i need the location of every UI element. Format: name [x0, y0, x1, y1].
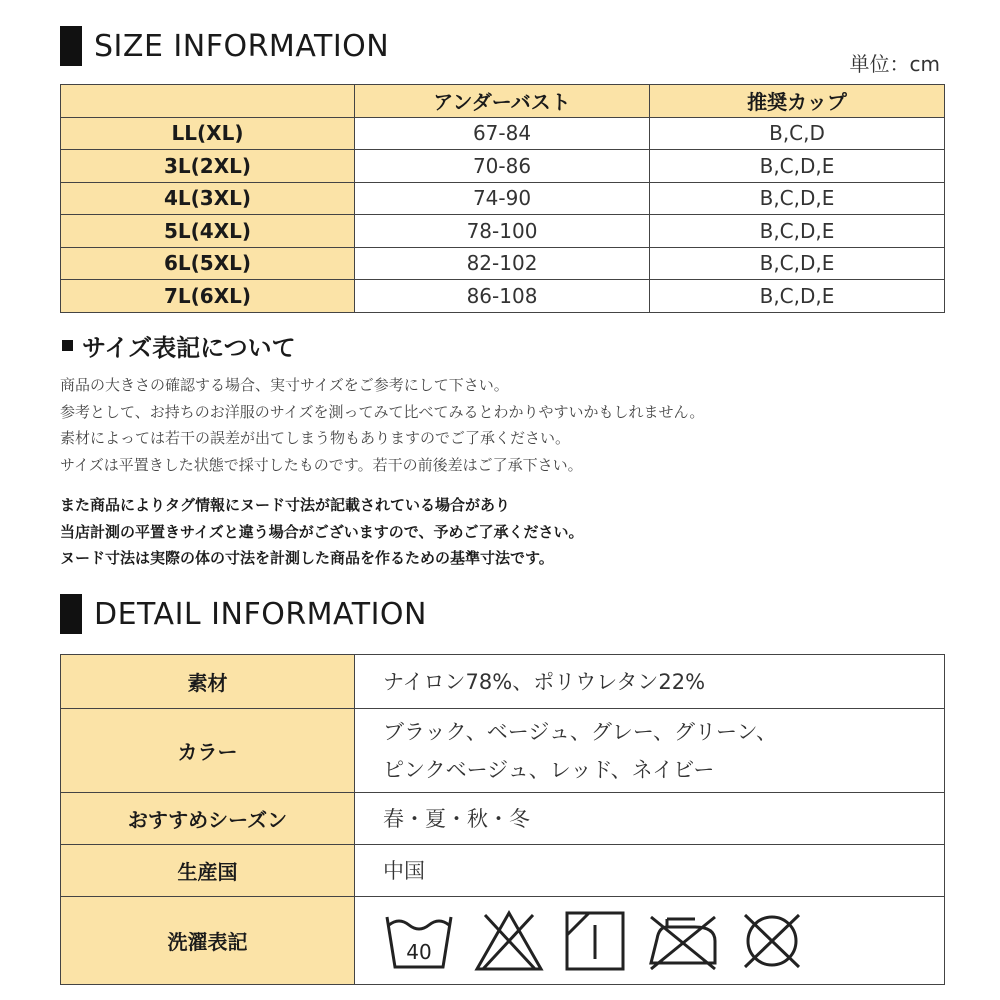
material-value: ナイロン78%、ポリウレタン22% [355, 655, 945, 709]
detail-table [60, 654, 945, 985]
under-bust-value: 82-102 [355, 247, 650, 280]
note-line: 素材によっては若干の誤差が出てしまう物もありますのでご了承ください。 [60, 429, 571, 447]
size-label: LL(XL) [61, 117, 355, 150]
size-label: 6L(5XL) [61, 247, 355, 280]
table-row [61, 280, 945, 313]
color-value-line: ブラック、ベージュ、グレー、グリーン、 [383, 719, 777, 744]
table-row [61, 897, 945, 985]
notes-title-text: サイズ表記について [82, 334, 296, 362]
no-iron-icon [645, 909, 721, 973]
under-bust-value: 70-86 [355, 150, 650, 183]
section-bar [60, 594, 82, 634]
cup-value: B,C,D,E [650, 182, 945, 215]
table-row [61, 215, 945, 248]
color-value [355, 709, 945, 793]
under-bust-value: 86-108 [355, 280, 650, 313]
note-bold-line: 当店計測の平置きサイズと違う場合がございますので、予めご了承ください。 [60, 522, 584, 541]
color-label: カラー [61, 709, 355, 793]
size-table-header-row [61, 85, 945, 118]
no-dry-clean-icon [739, 909, 805, 973]
size-label: 5L(4XL) [61, 215, 355, 248]
cup-value: B,C,D,E [650, 247, 945, 280]
origin-label: 生産国 [61, 845, 355, 897]
line-dry-shade-icon [563, 909, 627, 973]
cup-value: B,C,D,E [650, 150, 945, 183]
care-label: 洗濯表記 [61, 897, 355, 985]
wash-40-icon [383, 909, 455, 973]
table-row [61, 655, 945, 709]
size-label: 3L(2XL) [61, 150, 355, 183]
table-row [61, 709, 945, 793]
table-row [61, 793, 945, 845]
table-row [61, 117, 945, 150]
size-table [60, 84, 945, 313]
table-row [61, 150, 945, 183]
size-header-blank [61, 85, 355, 118]
wash-temp-text: 40 [406, 939, 432, 964]
unit-label: 単位：cm [849, 52, 940, 76]
notes-body [60, 372, 704, 478]
note-line: サイズは平置きした状態で採寸したものです。若干の前後差はご了承下さい。 [60, 455, 583, 474]
size-label: 7L(6XL) [61, 280, 355, 313]
origin-value: 中国 [355, 845, 945, 897]
under-bust-value: 78-100 [355, 215, 650, 248]
material-label: 素材 [61, 655, 355, 709]
size-section-header [60, 26, 389, 66]
detail-section-header [60, 594, 427, 634]
cup-header: 推奨カップ [650, 85, 945, 118]
note-bold-line: ヌード寸法は実際の体の寸法を計測した商品を作るための基準寸法です。 [60, 549, 554, 567]
size-section-title: SIZE INFORMATION [94, 28, 390, 64]
under-bust-header: アンダーバスト [355, 85, 650, 118]
table-row [61, 182, 945, 215]
season-value: 春・夏・秋・冬 [355, 793, 945, 845]
cup-value: B,C,D,E [650, 280, 945, 313]
note-line: 参考として、お持ちのお洋服のサイズを測ってみて比べてみるとわかりやすいかもしれません。 [60, 402, 705, 421]
note-line: 商品の大きさの確認する場合、実寸サイズをご参考にして下さい。 [60, 376, 509, 394]
notes-title [62, 328, 296, 363]
cup-value: B,C,D,E [650, 215, 945, 248]
color-value-line: ピンクベージュ、レッド、ネイビー [383, 757, 715, 782]
table-row [61, 845, 945, 897]
notes-bold [60, 492, 584, 572]
cup-value: B,C,D [650, 117, 945, 150]
size-label: 4L(3XL) [61, 182, 355, 215]
note-bold-line: また商品によりタグ情報にヌード寸法が記載されている場合があり [60, 496, 511, 514]
care-icons [355, 897, 945, 985]
square-bullet-icon [62, 340, 73, 351]
under-bust-value: 67-84 [355, 117, 650, 150]
detail-section-title: DETAIL INFORMATION [94, 596, 427, 632]
table-row [61, 247, 945, 280]
under-bust-value: 74-90 [355, 182, 650, 215]
no-bleach-icon [473, 909, 545, 973]
section-bar [60, 26, 82, 66]
season-label: おすすめシーズン [61, 793, 355, 845]
